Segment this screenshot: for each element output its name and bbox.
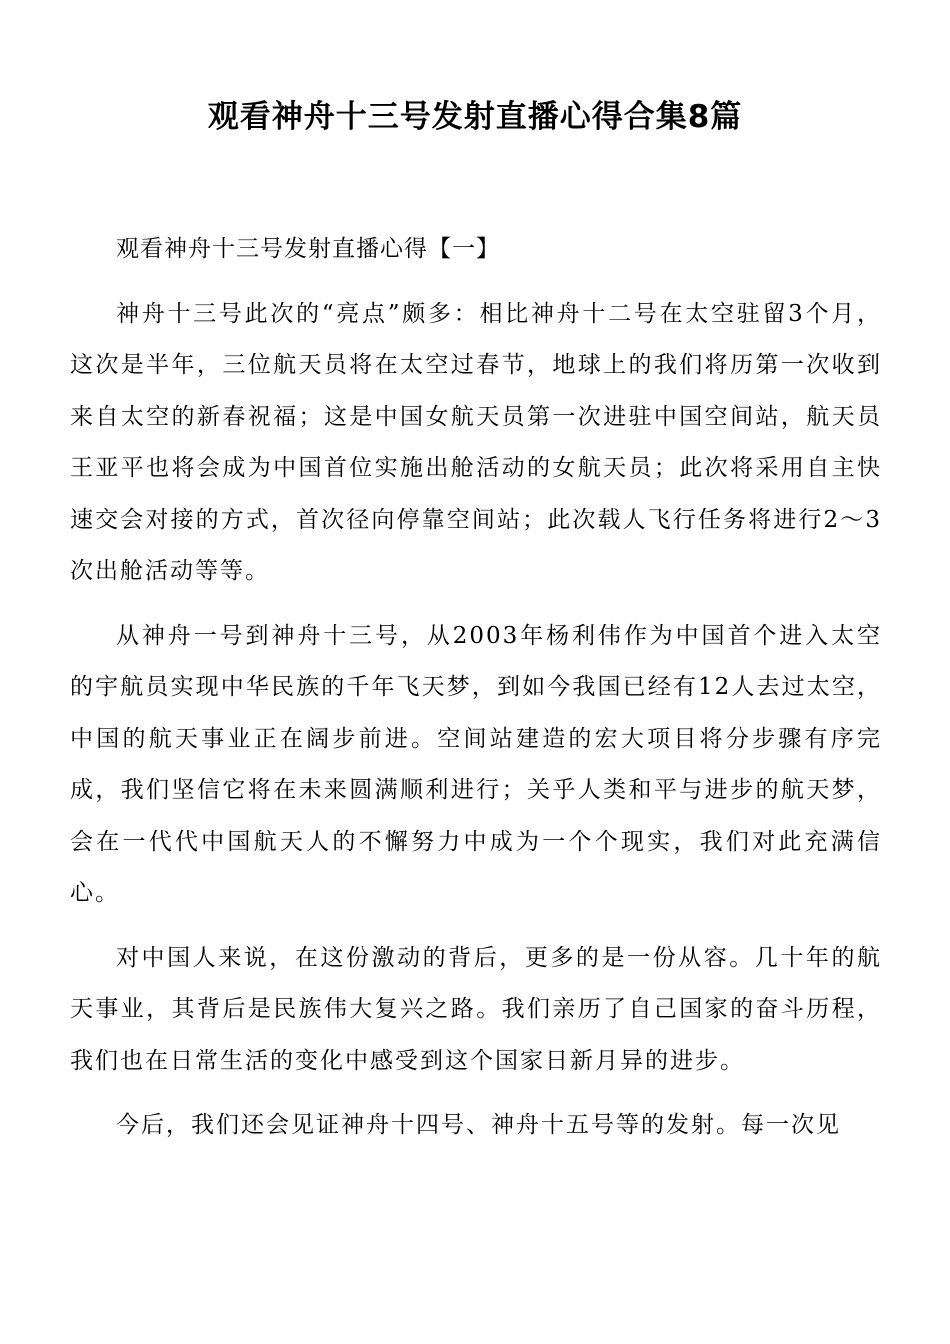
document-body (70, 224, 882, 1152)
paragraph: 对中国人来说，在这份激动的背后，更多的是一份从容。几十年的航天事业，其背后是民族伟大复兴之路。我们亲历了自己国家的奋斗历程，我们也在日常生活的变化中感受到这个国家日新月异的进步。 (70, 944, 882, 1074)
paragraph: 神舟十三号此次的“亮点”颇多：相比神舟十二号在太空驻留3个月，这次是半年，三位航天员将在太空过春节，地球上的我们将历第一次收到来自太空的新春祝福；这是中国女航天员第一次进驻中国空间站，航天员王亚平也将会成为中国首位实施出舱活动的女航天员；此次将采用自主快速交会对接的方式，首次径向停靠空间站；此次载人飞行任务将进行2～3次出舱活动等等。 (70, 300, 882, 584)
paragraph: 今后，我们还会见证神舟十四号、神舟十五号等的发射。每一次见 (116, 1112, 841, 1138)
paragraph: 从神舟一号到神舟十三号，从2003年杨利伟作为中国首个进入太空的宇航员实现中华民族的千年飞天梦，到如今我国已经有12人去过太空，中国的航天事业正在阔步前进。空间站建造的宏大项目将分步骤有序完成，我们坚信它将在未来圆满顺利进行；关乎人类和平与进步的航天梦，会在一代代中国航天人的不懈努力中成为一个个现实，我们对此充满信心。 (70, 622, 882, 906)
section-heading: 观看神舟十三号发射直播心得【一】 (116, 236, 500, 262)
document-title: 观看神舟十三号发射直播心得合集8篇 (207, 99, 743, 135)
